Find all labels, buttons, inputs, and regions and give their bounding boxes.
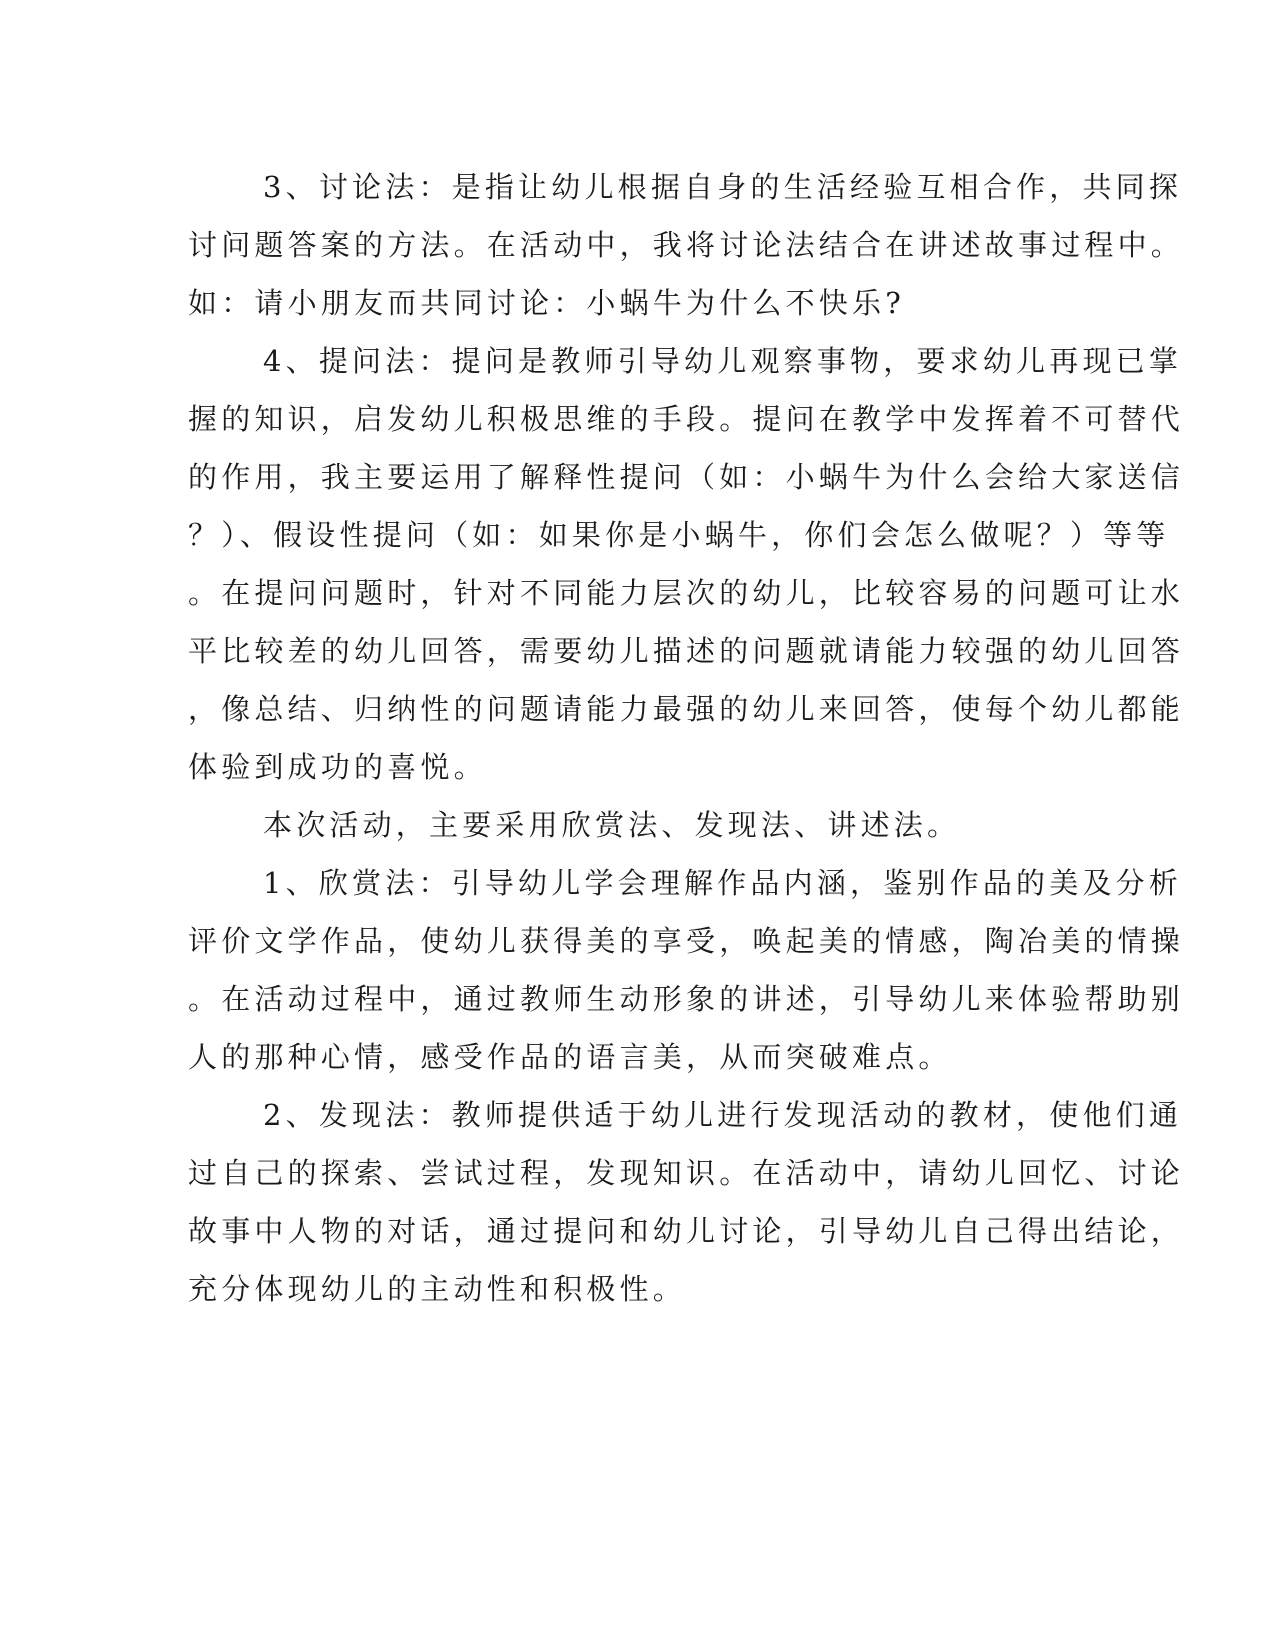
paragraph-3-line-2: 讨问题答案的方法。在活动中，我将讨论法结合在讲述故事过程中。 (188, 228, 1185, 262)
paragraph-2-line-4: 充分体现幼儿的主动性和积极性。 (188, 1272, 687, 1306)
paragraph-4-line-8: 体验到成功的喜悦。 (188, 750, 487, 784)
paragraph-1-line-1: 1、欣赏法：引导幼儿学会理解作品内涵，鉴别作品的美及分析 (263, 866, 1183, 900)
paragraph-1-line-2: 评价文学作品，使幼儿获得美的享受，唤起美的情感，陶冶美的情操 (188, 924, 1185, 958)
paragraph-3-line-3: 如：请小朋友而共同讨论：小蜗牛为什么不快乐? (188, 286, 905, 320)
paragraph-4-line-5: 。在提问问题时，针对不同能力层次的幼儿，比较容易的问题可让水 (188, 576, 1185, 610)
paragraph-4-line-4: ？）、假设性提问（如：如果你是小蜗牛，你们会怎么做呢？）等等 (188, 518, 1170, 552)
paragraph-1-line-3: 。在活动过程中，通过教师生动形象的讲述，引导幼儿来体验帮助别 (188, 982, 1185, 1016)
paragraph-1-line-4: 人的那种心情，感受作品的语言美，从而突破难点。 (188, 1040, 952, 1074)
paragraph-4-line-2: 握的知识，启发幼儿积极思维的手段。提问在教学中发挥着不可替代 (188, 402, 1185, 436)
paragraph-methods-intro: 本次活动，主要采用欣赏法、发现法、讲述法。 (263, 808, 961, 842)
paragraph-4-line-6: 平比较差的幼儿回答，需要幼儿描述的问题就请能力较强的幼儿回答 (188, 634, 1185, 668)
paragraph-4-line-7: ，像总结、归纳性的问题请能力最强的幼儿来回答，使每个幼儿都能 (188, 692, 1185, 726)
paragraph-3-line-1: 3、讨论法：是指让幼儿根据自身的生活经验互相合作，共同探 (263, 170, 1183, 204)
paragraph-4-line-3: 的作用，我主要运用了解释性提问（如：小蜗牛为什么会给大家送信 (188, 460, 1185, 494)
paragraph-2-line-3: 故事中人物的对话，通过提问和幼儿讨论，引导幼儿自己得出结论， (188, 1214, 1185, 1248)
paragraph-4-line-1: 4、提问法：提问是教师引导幼儿观察事物，要求幼儿再现已掌 (263, 344, 1183, 378)
paragraph-2-line-2: 过自己的探索、尝试过程，发现知识。在活动中，请幼儿回忆、讨论 (188, 1156, 1185, 1190)
paragraph-2-line-1: 2、发现法：教师提供适于幼儿进行发现活动的教材，使他们通 (263, 1098, 1183, 1132)
